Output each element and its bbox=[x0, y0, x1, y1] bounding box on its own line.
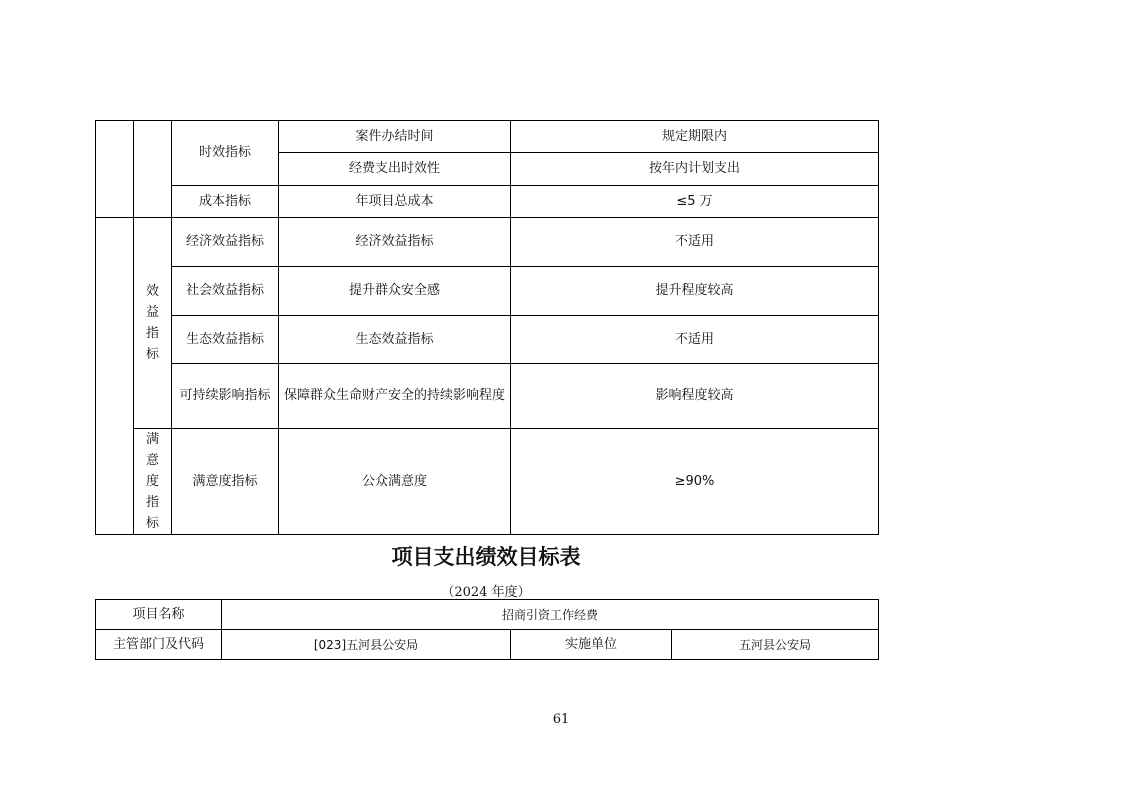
indicator-cell: 公众满意度 bbox=[279, 429, 511, 535]
dept-label: 主管部门及代码 bbox=[96, 630, 222, 660]
group-cell-satisfaction bbox=[134, 429, 172, 535]
group-cell-benefit bbox=[134, 218, 172, 429]
target-cell: ≥90% bbox=[511, 429, 879, 535]
indicator-cell: 经费支出时效性 bbox=[279, 153, 511, 186]
indicator-cell: 案件办结时间 bbox=[279, 121, 511, 153]
category-cell: 时效指标 bbox=[172, 121, 279, 186]
category-cell: 成本指标 bbox=[172, 186, 279, 218]
category-cell: 满意度指标 bbox=[172, 429, 279, 535]
category-cell: 社会效益指标 bbox=[172, 267, 279, 316]
group-cell-output bbox=[134, 121, 172, 218]
indicator-cell: 年项目总成本 bbox=[279, 186, 511, 218]
group-label: 效益指标 bbox=[146, 284, 160, 362]
target-cell: 提升程度较高 bbox=[511, 267, 879, 316]
page-title: 项目支出绩效目标表 bbox=[391, 545, 581, 569]
dept-value: [023]五河县公安局 bbox=[222, 630, 511, 660]
indicator-cell: 保障群众生命财产安全的持续影响程度 bbox=[279, 364, 511, 429]
outer-category-cell-continued bbox=[96, 218, 134, 535]
outer-category-cell bbox=[96, 121, 134, 218]
target-cell: 不适用 bbox=[511, 316, 879, 364]
unit-value: 五河县公安局 bbox=[672, 630, 879, 660]
group-label: 满意度指标 bbox=[146, 432, 160, 531]
page-subtitle: （2024 年度） bbox=[441, 585, 531, 600]
indicator-cell: 提升群众安全感 bbox=[279, 267, 511, 316]
indicator-cell: 生态效益指标 bbox=[279, 316, 511, 364]
category-cell: 经济效益指标 bbox=[172, 218, 279, 267]
target-cell: 按年内计划支出 bbox=[511, 153, 879, 186]
category-cell: 可持续影响指标 bbox=[172, 364, 279, 429]
project-name-value: 招商引资工作经费 bbox=[222, 600, 879, 630]
unit-label: 实施单位 bbox=[511, 630, 672, 660]
target-cell: 规定期限内 bbox=[511, 121, 879, 153]
page-number: 61 bbox=[552, 712, 570, 727]
target-cell: 影响程度较高 bbox=[511, 364, 879, 429]
target-cell: ≤5 万 bbox=[511, 186, 879, 218]
performance-indicator-table bbox=[95, 120, 879, 535]
target-cell: 不适用 bbox=[511, 218, 879, 267]
project-info-table bbox=[95, 599, 879, 660]
project-name-label: 项目名称 bbox=[96, 600, 222, 630]
category-cell: 生态效益指标 bbox=[172, 316, 279, 364]
indicator-cell: 经济效益指标 bbox=[279, 218, 511, 267]
